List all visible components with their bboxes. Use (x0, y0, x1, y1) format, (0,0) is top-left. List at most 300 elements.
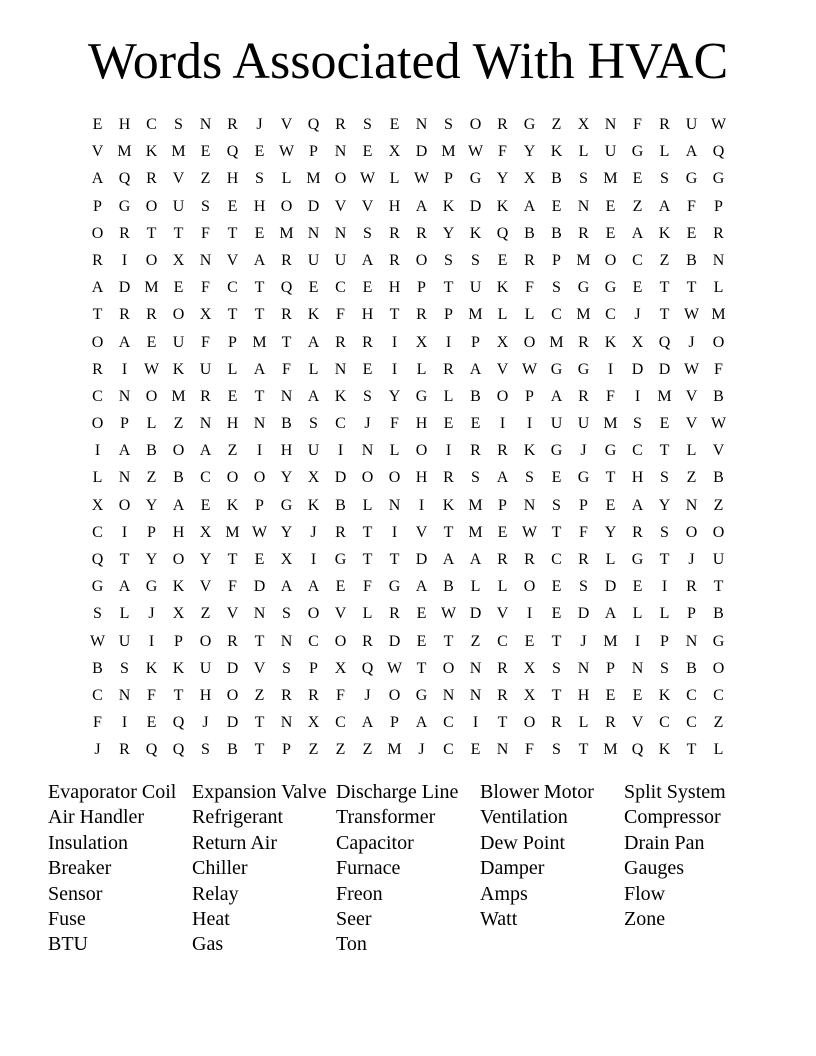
grid-letter: X (577, 116, 590, 133)
grid-letter: I (418, 496, 425, 514)
grid-letter: C (335, 279, 346, 297)
grid-letter: E (497, 251, 508, 269)
grid-letter: G (604, 279, 617, 297)
grid-letter: Y (442, 224, 455, 242)
grid-letter: Y (388, 387, 401, 405)
grid-letter: A (415, 578, 428, 596)
grid-letter: X (496, 333, 509, 351)
grid-letter: Q (712, 143, 725, 161)
grid-letter: X (523, 659, 536, 677)
grid-letter: M (252, 333, 267, 351)
grid-letter: S (444, 251, 453, 269)
grid-letter: M (603, 415, 618, 433)
grid-letter: P (255, 496, 264, 514)
grid-letter: G (280, 496, 293, 514)
grid-letter: E (632, 578, 643, 596)
grid-letter: T (362, 523, 373, 541)
grid-letter: T (173, 224, 184, 242)
grid-letter: T (254, 387, 265, 405)
grid-letter: T (686, 279, 697, 297)
grid-letter: L (389, 442, 400, 460)
grid-letter: U (577, 415, 590, 433)
grid-letter: C (92, 387, 103, 405)
grid-letter: B (686, 251, 697, 269)
grid-letter: F (147, 686, 156, 704)
grid-letter: T (659, 279, 670, 297)
grid-letter: N (415, 116, 428, 133)
grid-letter: D (577, 605, 590, 623)
grid-letter: E (146, 333, 157, 351)
word-list-item: Zone (624, 907, 666, 930)
grid-letter: T (443, 632, 454, 650)
grid-letter: A (442, 551, 455, 568)
grid-letter: I (94, 442, 101, 460)
grid-letter: I (499, 415, 506, 433)
grid-letter: L (362, 605, 373, 623)
grid-letter: A (280, 578, 293, 596)
grid-letter: C (308, 632, 319, 650)
grid-letter: A (307, 333, 320, 351)
word-list-item: Seer (336, 907, 372, 930)
grid-letter: G (91, 578, 104, 596)
grid-letter: B (443, 578, 454, 596)
grid-letter: E (362, 143, 373, 161)
grid-letter: M (468, 523, 483, 541)
grid-letter: E (470, 415, 481, 433)
grid-letter: P (309, 659, 318, 677)
grid-letter: R (497, 686, 508, 704)
grid-letter: R (416, 306, 427, 324)
grid-letter: L (416, 360, 427, 378)
grid-letter: F (282, 360, 291, 378)
grid-letter: M (468, 306, 483, 324)
grid-letter: T (92, 306, 103, 324)
grid-letter: Z (200, 170, 211, 188)
grid-letter: J (580, 632, 587, 650)
grid-letter: R (281, 251, 292, 269)
grid-letter: D (334, 469, 347, 487)
word-list-item: Furnace (336, 857, 401, 880)
grid-letter: E (335, 578, 346, 596)
grid-letter: W (467, 143, 484, 161)
grid-letter: I (391, 523, 398, 541)
grid-letter: F (363, 578, 372, 596)
grid-letter: T (686, 741, 697, 759)
grid-letter: A (91, 170, 104, 188)
grid-letter: N (199, 116, 212, 133)
grid-letter: L (389, 170, 400, 188)
grid-letter: E (632, 279, 643, 297)
grid-letter: Z (200, 605, 211, 623)
grid-letter: L (713, 741, 724, 759)
grid-letter: K (442, 197, 455, 215)
grid-letter: R (524, 551, 535, 568)
grid-letter: H (199, 686, 212, 704)
grid-letter: R (389, 605, 400, 623)
grid-letter: L (92, 469, 103, 487)
grid-letter: R (92, 360, 103, 378)
grid-letter: I (337, 442, 344, 460)
grid-letter: U (172, 333, 185, 351)
grid-letter: R (470, 442, 481, 460)
grid-letter: R (119, 224, 130, 242)
grid-letter: R (578, 333, 589, 351)
grid-letter: T (713, 578, 724, 596)
grid-letter: Z (713, 714, 724, 732)
grid-letter: X (388, 143, 401, 161)
grid-letter: F (498, 143, 507, 161)
grid-letter: W (710, 415, 727, 433)
grid-letter: C (92, 523, 103, 541)
grid-letter: X (523, 686, 536, 704)
grid-letter: T (578, 741, 589, 759)
grid-letter: N (118, 686, 131, 704)
grid-letter: L (308, 360, 319, 378)
grid-letter: E (605, 224, 616, 242)
word-list-item: Gauges (624, 857, 684, 880)
grid-letter: S (525, 469, 534, 487)
grid-letter: W (413, 170, 430, 188)
grid-letter: F (579, 523, 588, 541)
grid-letter: T (443, 279, 454, 297)
grid-letter: Z (713, 496, 724, 514)
grid-letter: C (605, 306, 616, 324)
grid-letter: T (254, 279, 265, 297)
grid-letter: V (496, 360, 509, 378)
grid-letter: C (686, 686, 697, 704)
grid-letter: E (551, 578, 562, 596)
grid-letter: F (687, 197, 696, 215)
grid-letter: O (199, 632, 212, 650)
grid-letter: T (659, 551, 670, 568)
grid-letter: A (415, 714, 428, 732)
grid-letter: G (145, 578, 158, 596)
word-list-item: Blower Motor (480, 781, 594, 803)
word-list-item: Refrigerant (192, 806, 284, 829)
grid-letter: G (334, 551, 347, 568)
grid-letter: Z (362, 741, 373, 759)
grid-letter: E (632, 686, 643, 704)
grid-letter: I (445, 442, 452, 460)
grid-letter: T (146, 224, 157, 242)
grid-letter: L (227, 360, 238, 378)
grid-letter: N (118, 387, 131, 405)
grid-letter: U (685, 116, 698, 133)
grid-letter: F (714, 360, 723, 378)
grid-letter: Y (199, 551, 212, 568)
grid-letter: D (226, 714, 239, 732)
grid-letter: I (661, 578, 668, 596)
word-list-item: BTU (48, 933, 88, 956)
grid-letter: E (254, 551, 265, 568)
grid-letter: D (631, 360, 644, 378)
grid-letter: E (686, 224, 697, 242)
grid-letter: X (172, 251, 185, 269)
grid-letter: F (201, 279, 210, 297)
grid-letter: D (658, 360, 671, 378)
grid-letter: R (416, 224, 427, 242)
grid-letter: G (712, 170, 725, 188)
grid-letter: I (634, 387, 641, 405)
grid-letter: A (199, 442, 212, 460)
grid-letter: R (443, 469, 454, 487)
grid-letter: B (470, 387, 481, 405)
grid-letter: H (631, 469, 644, 487)
grid-letter: P (687, 605, 696, 623)
grid-letter: M (576, 251, 591, 269)
grid-letter: E (362, 279, 373, 297)
grid-letter: E (389, 116, 400, 133)
grid-letter: P (174, 632, 183, 650)
grid-letter: O (91, 224, 104, 242)
grid-letter: S (660, 523, 669, 541)
grid-letter: D (118, 279, 131, 297)
grid-letter: S (282, 605, 291, 623)
grid-letter: L (713, 279, 724, 297)
grid-letter: Q (172, 741, 185, 759)
grid-letter: M (117, 143, 132, 161)
grid-letter: R (146, 170, 157, 188)
grid-letter: D (388, 632, 401, 650)
grid-letter: A (118, 578, 131, 596)
grid-letter: X (307, 469, 320, 487)
grid-letter: K (496, 197, 509, 215)
grid-letter: C (146, 116, 157, 133)
grid-letter: O (145, 251, 158, 269)
grid-letter: S (309, 415, 318, 433)
grid-letter: K (442, 496, 455, 514)
grid-letter: F (201, 333, 210, 351)
grid-letter: N (577, 197, 590, 215)
grid-letter: N (685, 496, 698, 514)
grid-letter: J (202, 714, 209, 732)
grid-letter: B (173, 469, 184, 487)
grid-letter: L (497, 578, 508, 596)
grid-letter: R (335, 333, 346, 351)
word-list-item: Breaker (48, 857, 112, 880)
grid-letter: O (712, 523, 725, 541)
grid-letter: G (577, 279, 590, 297)
grid-letter: I (148, 632, 155, 650)
grid-letter: V (334, 605, 347, 623)
grid-letter: R (686, 578, 697, 596)
grid-letter: R (497, 116, 508, 133)
grid-letter: J (364, 415, 371, 433)
grid-letter: O (118, 496, 131, 514)
grid-letter: Q (307, 116, 320, 133)
grid-letter: O (145, 197, 158, 215)
grid-letter: S (363, 224, 372, 242)
grid-letter: M (657, 387, 672, 405)
grid-letter: H (118, 116, 131, 133)
grid-letter: S (552, 741, 561, 759)
grid-letter: N (280, 714, 293, 732)
grid-letter: X (415, 333, 428, 351)
grid-letter: F (336, 686, 345, 704)
grid-letter: N (442, 686, 455, 704)
grid-letter: U (172, 197, 185, 215)
grid-letter: E (659, 415, 670, 433)
grid-letter: I (607, 360, 614, 378)
grid-letter: H (226, 170, 239, 188)
grid-letter: S (633, 415, 642, 433)
grid-letter: R (713, 224, 724, 242)
grid-letter: P (417, 279, 426, 297)
grid-letter: K (172, 360, 185, 378)
grid-letter: P (606, 659, 615, 677)
word-list-item: Evaporator Coil (48, 781, 177, 803)
grid-letter: V (280, 116, 293, 133)
grid-letter: N (469, 659, 482, 677)
grid-letter: I (256, 442, 263, 460)
grid-letter: Y (280, 469, 293, 487)
grid-letter: O (523, 714, 536, 732)
grid-letter: T (389, 551, 400, 568)
grid-letter: K (145, 143, 158, 161)
grid-letter: K (658, 686, 671, 704)
grid-letter: R (605, 714, 616, 732)
grid-letter: S (201, 741, 210, 759)
grid-letter: X (199, 306, 212, 324)
grid-letter: Y (658, 496, 671, 514)
grid-letter: V (415, 523, 428, 541)
grid-letter: I (634, 632, 641, 650)
grid-letter: R (362, 333, 373, 351)
grid-letter: F (336, 306, 345, 324)
grid-letter: V (226, 605, 239, 623)
grid-letter: K (307, 496, 320, 514)
grid-letter: D (415, 551, 428, 568)
word-list-item: Expansion Valve (192, 781, 327, 803)
grid-letter: S (471, 251, 480, 269)
grid-letter: C (632, 442, 643, 460)
grid-letter: Z (308, 741, 319, 759)
grid-letter: F (201, 224, 210, 242)
grid-letter: N (523, 496, 536, 514)
grid-letter: L (632, 605, 643, 623)
grid-letter: C (92, 686, 103, 704)
grid-letter: R (632, 523, 643, 541)
grid-letter: N (496, 741, 509, 759)
grid-letter: F (606, 387, 615, 405)
grid-letter: Z (146, 469, 157, 487)
grid-letter: U (604, 143, 617, 161)
grid-letter: F (93, 714, 102, 732)
grid-letter: T (254, 741, 265, 759)
grid-letter: D (415, 143, 428, 161)
grid-letter: O (361, 469, 374, 487)
grid-letter: E (227, 387, 238, 405)
grid-letter: E (470, 741, 481, 759)
grid-letter: S (660, 469, 669, 487)
grid-letter: I (121, 360, 128, 378)
grid-letter: V (685, 415, 698, 433)
grid-letter: P (93, 197, 102, 215)
grid-letter: Y (280, 523, 293, 541)
grid-letter: Y (145, 496, 158, 514)
grid-letter: R (281, 306, 292, 324)
grid-letter: B (335, 496, 346, 514)
grid-letter: A (631, 224, 644, 242)
grid-letter: E (551, 605, 562, 623)
grid-letter: S (363, 116, 372, 133)
grid-letter: G (388, 578, 401, 596)
grid-letter: O (226, 469, 239, 487)
grid-letter: J (148, 605, 155, 623)
grid-letter: T (659, 306, 670, 324)
grid-letter: N (469, 686, 482, 704)
grid-letter: I (526, 415, 533, 433)
grid-letter: X (280, 551, 293, 568)
grid-letter: V (226, 251, 239, 269)
grid-letter: E (605, 686, 616, 704)
grid-letter: Z (254, 686, 265, 704)
grid-letter: R (578, 551, 589, 568)
grid-letter: B (713, 469, 724, 487)
grid-letter: S (552, 659, 561, 677)
grid-letter: W (278, 143, 295, 161)
grid-letter: P (228, 333, 237, 351)
grid-letter: A (253, 251, 266, 269)
grid-letter: E (362, 360, 373, 378)
grid-letter: C (659, 714, 670, 732)
grid-letter: Q (496, 224, 509, 242)
grid-letter: S (552, 279, 561, 297)
grid-letter: K (604, 333, 617, 351)
grid-letter: U (307, 251, 320, 269)
grid-letter: G (415, 387, 428, 405)
grid-letter: N (577, 659, 590, 677)
grid-letter: X (91, 496, 104, 514)
grid-letter: O (496, 387, 509, 405)
grid-letter: T (254, 632, 265, 650)
grid-letter: T (281, 333, 292, 351)
grid-letter: G (604, 442, 617, 460)
grid-letter: K (658, 224, 671, 242)
grid-letter: A (172, 496, 185, 514)
grid-letter: R (497, 659, 508, 677)
grid-letter: O (280, 197, 293, 215)
grid-letter: Y (604, 523, 617, 541)
word-list-item: Ventilation (480, 806, 568, 829)
grid-letter: N (334, 143, 347, 161)
grid-letter: V (91, 143, 104, 161)
grid-letter: H (226, 415, 239, 433)
grid-letter: T (605, 469, 616, 487)
grid-letter: F (525, 279, 534, 297)
grid-letter: S (579, 578, 588, 596)
grid-letter: E (227, 197, 238, 215)
grid-letter: M (603, 741, 618, 759)
grid-letter: X (334, 659, 347, 677)
grid-letter: Y (496, 170, 509, 188)
grid-letter: L (578, 714, 589, 732)
grid-letter: T (227, 306, 238, 324)
grid-letter: E (605, 197, 616, 215)
grid-letter: D (307, 197, 320, 215)
grid-letter: C (686, 714, 697, 732)
grid-letter: B (227, 741, 238, 759)
word-list-item: Dew Point (480, 831, 565, 854)
grid-letter: R (389, 224, 400, 242)
grid-letter: W (521, 523, 538, 541)
grid-letter: H (415, 469, 428, 487)
grid-letter: O (388, 686, 401, 704)
grid-letter: S (120, 659, 129, 677)
grid-letter: R (578, 387, 589, 405)
word-list-item: Gas (192, 933, 224, 956)
grid-letter: T (443, 523, 454, 541)
